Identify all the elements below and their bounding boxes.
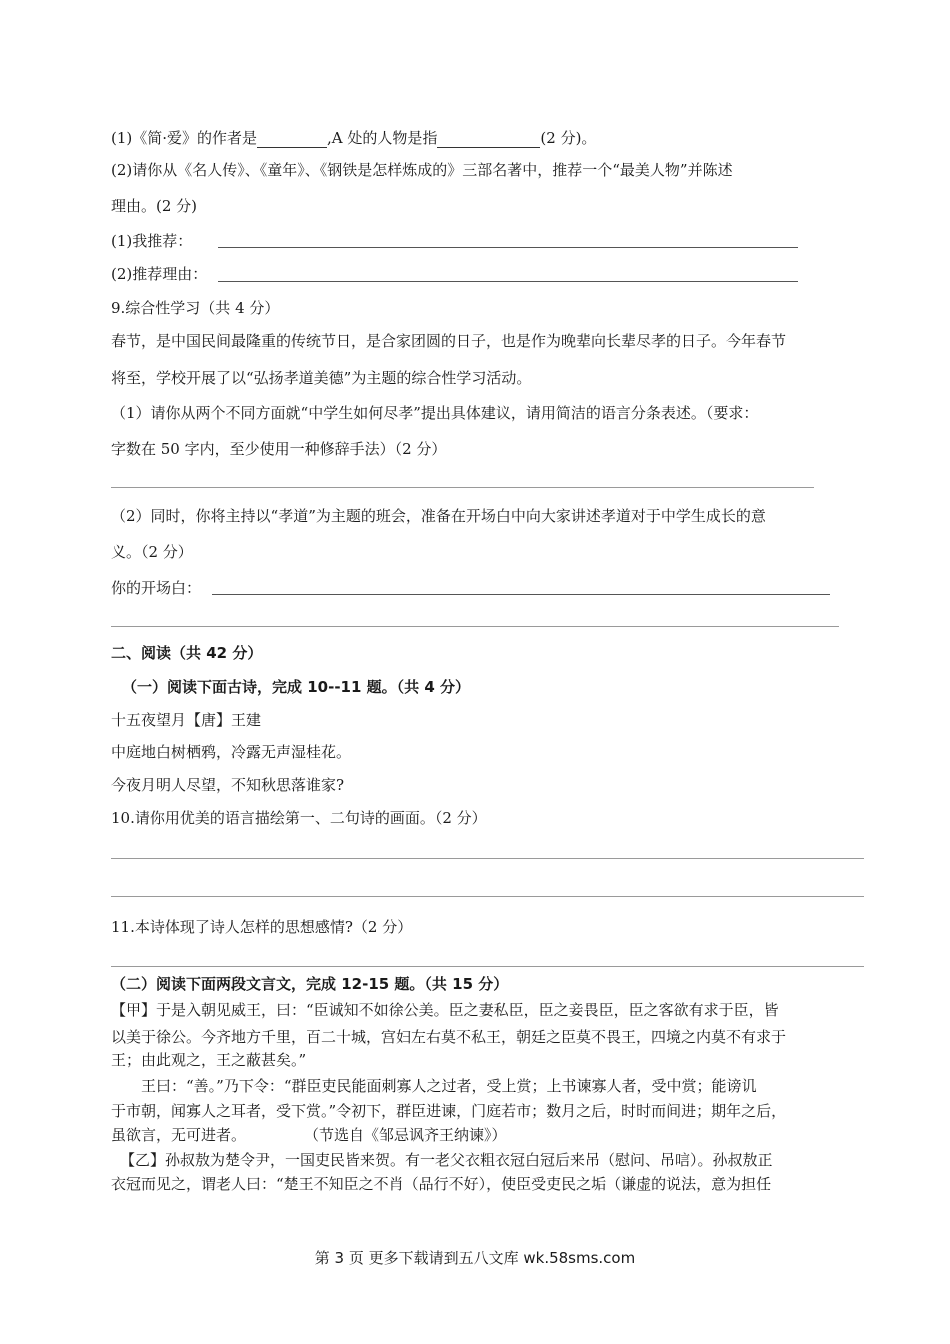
- page-footer: 第 3 页 更多下载请到五八文库 wk.58sms.com: [314, 1249, 636, 1267]
- jia-line6: 虽欲言，无可进者。 （节选自《邹忌讽齐王纳谏》）: [111, 1126, 507, 1144]
- q10-answer-line-2[interactable]: [111, 896, 864, 897]
- reason-answer-line[interactable]: [218, 281, 798, 282]
- poem-line2: 今夜月明人尽望，不知秋思落谁家?: [111, 776, 345, 794]
- part2-title: （二）阅读下面两段文言文，完成 12-15 题。（共 15 分）: [111, 975, 509, 993]
- part1-title: （一）阅读下面古诗，完成 10--11 题。（共 4 分）: [122, 678, 471, 696]
- jia-source: （节选自《邹忌讽齐王纳谏》）: [304, 1126, 507, 1144]
- yi-line1: 【乙】孙叔敖为楚令尹，一国吏民皆来贺。有一老父衣粗衣冠白冠后来吊（慰问、吊唁）。孙叔敖正: [120, 1151, 773, 1169]
- q11: 11.本诗体现了诗人怎样的思想感情?（2 分）: [111, 918, 413, 936]
- section2-title: 二、阅读（共 42 分）: [111, 644, 263, 662]
- recommend-answer-line[interactable]: [218, 247, 798, 248]
- opening-label: 你的开场白：: [111, 579, 202, 597]
- q10-answer-line-1[interactable]: [111, 858, 864, 859]
- jia-line2: 以美于徐公。今齐地方千里，百二十城，宫妇左右莫不私王，朝廷之臣莫不畏王，四境之内莫不有求于: [111, 1028, 787, 1046]
- q9-sub1-line1: （1）请你从两个不同方面就“中学生如何尽孝”提出具体建议，请用简洁的语言分条表述。（要求：: [111, 404, 759, 422]
- jia-line1: 【甲】于是入朝见威王，曰：“臣诚知不如徐公美。臣之妻私臣，臣之妾畏臣，臣之客欲有求于臣，皆: [111, 1001, 779, 1019]
- q9-sub1-answer-line[interactable]: [111, 487, 814, 488]
- q9-sub2-line2: 义。（2 分）: [111, 543, 193, 561]
- jia-line4: 王曰：“善。”乃下令：“群臣吏民能面刺寡人之过者，受上赏；上书谏寡人者，受中赏；能谤讥: [141, 1077, 757, 1095]
- jia-line3: 王；由此观之，王之蔽甚矣。”: [111, 1051, 307, 1069]
- reason-label: (2)推荐理由：: [111, 265, 208, 283]
- q9-sub1-line2: 字数在 50 字内，至少使用一种修辞手法）（2 分）: [111, 440, 447, 458]
- q11-answer-line[interactable]: [111, 966, 864, 967]
- author-blank[interactable]: [257, 147, 327, 148]
- q8-line1: (1)《简·爱》的作者是 ,A 处的人物是指 (2 分)。: [111, 129, 597, 147]
- opening-answer-line-2[interactable]: [111, 626, 839, 627]
- q9-intro-line2: 将至，学校开展了以“弘扬孝道美德”为主题的综合性学习活动。: [111, 369, 532, 387]
- q8-line2: (2)请你从《名人传》、《童年》、《钢铁是怎样炼成的》三部名著中，推荐一个“最美人物”并陈述: [111, 161, 733, 179]
- jia-line5: 于市朝，闻寡人之耳者，受下赏。”令初下，群臣进谏，门庭若市；数月之后，时时而间进；期年之后，: [111, 1102, 787, 1120]
- poem-title: 十五夜望月【唐】王建: [111, 711, 262, 729]
- q9-intro-line1: 春节，是中国民间最隆重的传统节日，是合家团圆的日子，也是作为晚辈向长辈尽孝的日子。今年春节: [111, 332, 787, 350]
- q9-sub2-line1: （2）同时，你将主持以“孝道”为主题的班会，准备在开场白中向大家讲述孝道对于中学生成长的意: [111, 507, 766, 525]
- character-blank[interactable]: [437, 147, 540, 148]
- q8-line3: 理由。(2 分): [111, 197, 198, 215]
- opening-answer-line[interactable]: [212, 594, 830, 595]
- recommend-label: (1)我推荐：: [111, 232, 193, 250]
- q10: 10.请你用优美的语言描绘第一、二句诗的画面。（2 分）: [111, 809, 487, 827]
- yi-line2: 衣冠而见之，谓老人曰：“楚王不知臣之不肖（品行不好），使臣受吏民之垢（谦虚的说法，意为担任: [111, 1175, 772, 1193]
- poem-line1: 中庭地白树栖鸦，冷露无声湿桂花。: [111, 743, 352, 761]
- q9-title: 9.综合性学习（共 4 分）: [111, 299, 280, 317]
